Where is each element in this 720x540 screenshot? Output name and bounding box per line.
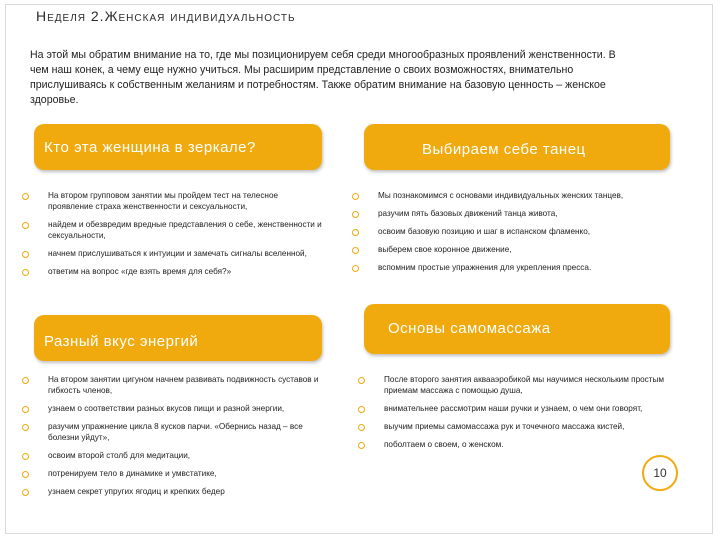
- list-item: поболтаем о своем, о женском.: [358, 439, 678, 450]
- list-item: После второго занятия аквааэробикой мы научимся нескольким простым приемам массажа с помощью душа,: [358, 374, 678, 396]
- list-item: выберем свое коронное движение,: [352, 244, 682, 255]
- list-massage: [358, 374, 678, 457]
- list-item: внимательнее рассмотрим наши ручки и узнаем, о чем они говорят,: [358, 403, 678, 414]
- list-item: освоим второй столб для медитации,: [22, 450, 332, 461]
- list-energy: [22, 374, 332, 504]
- slide-title: Неделя 2.Женская индивидуальность: [36, 8, 296, 24]
- page-number-badge: 10: [642, 455, 678, 491]
- list-item: На втором занятии цигуном начнем развивать подвижность суставов и гибкость членов,: [22, 374, 332, 396]
- list-item: узнаем секрет упругих ягодиц и крепких бедер: [22, 486, 332, 497]
- list-item: выучим приемы самомассажа рук и точечного массажа кистей,: [358, 421, 678, 432]
- banner-mirror: [34, 124, 322, 170]
- banner-mirror-label: Кто эта женщина в зеркале?: [44, 139, 256, 156]
- list-dance: [352, 190, 682, 280]
- list-mirror: [22, 190, 322, 284]
- banner-massage-label: Основы самомассажа: [388, 320, 551, 337]
- banner-massage: [364, 304, 670, 354]
- list-item: найдем и обезвредим вредные представления о себе, женственности и сексуальности,: [22, 219, 322, 241]
- list-item: освоим базовую позицию и шаг в испанском фламенко,: [352, 226, 682, 237]
- list-item: разучим пять базовых движений танца живота,: [352, 208, 682, 219]
- list-item: потренируем тело в динамике и умвстатике,: [22, 468, 332, 479]
- list-item: На втором групповом занятии мы пройдем тест на телесное проявление страха женственности и сексуальности,: [22, 190, 322, 212]
- intro-paragraph: На этой мы обратим внимание на то, где мы позиционируем себя среди многообразных проявлений женственности. В чем наш конек, а чему еще нужно учиться. Мы расширим представление о своих возможностях, внимательно прислушиваясь к собственным желаниям и потребностям. Также обратим внимание на базовую ценность – женское здоровье.: [30, 49, 616, 106]
- banner-energy-label: Разный вкус энергий: [44, 333, 199, 350]
- list-item: разучим упражнение цикла 8 кусков парчи. «Обернись назад – все болезни уйдут»,: [22, 421, 332, 443]
- list-item: узнаем о соответствии разных вкусов пищи и разной энергии,: [22, 403, 332, 414]
- list-item: Мы познакомимся с основами индивидуальных женских танцев,: [352, 190, 682, 201]
- list-item: вспомним простые упражнения для укрепления пресса.: [352, 262, 682, 273]
- banner-energy: [34, 315, 322, 361]
- list-item: начнем прислушиваться к интуиции и замечать сигналы вселенной,: [22, 248, 322, 259]
- banner-dance: [364, 124, 670, 170]
- list-item: ответим на вопрос «где взять время для себя?»: [22, 266, 322, 277]
- banner-dance-label: Выбираем себе танец: [422, 141, 586, 158]
